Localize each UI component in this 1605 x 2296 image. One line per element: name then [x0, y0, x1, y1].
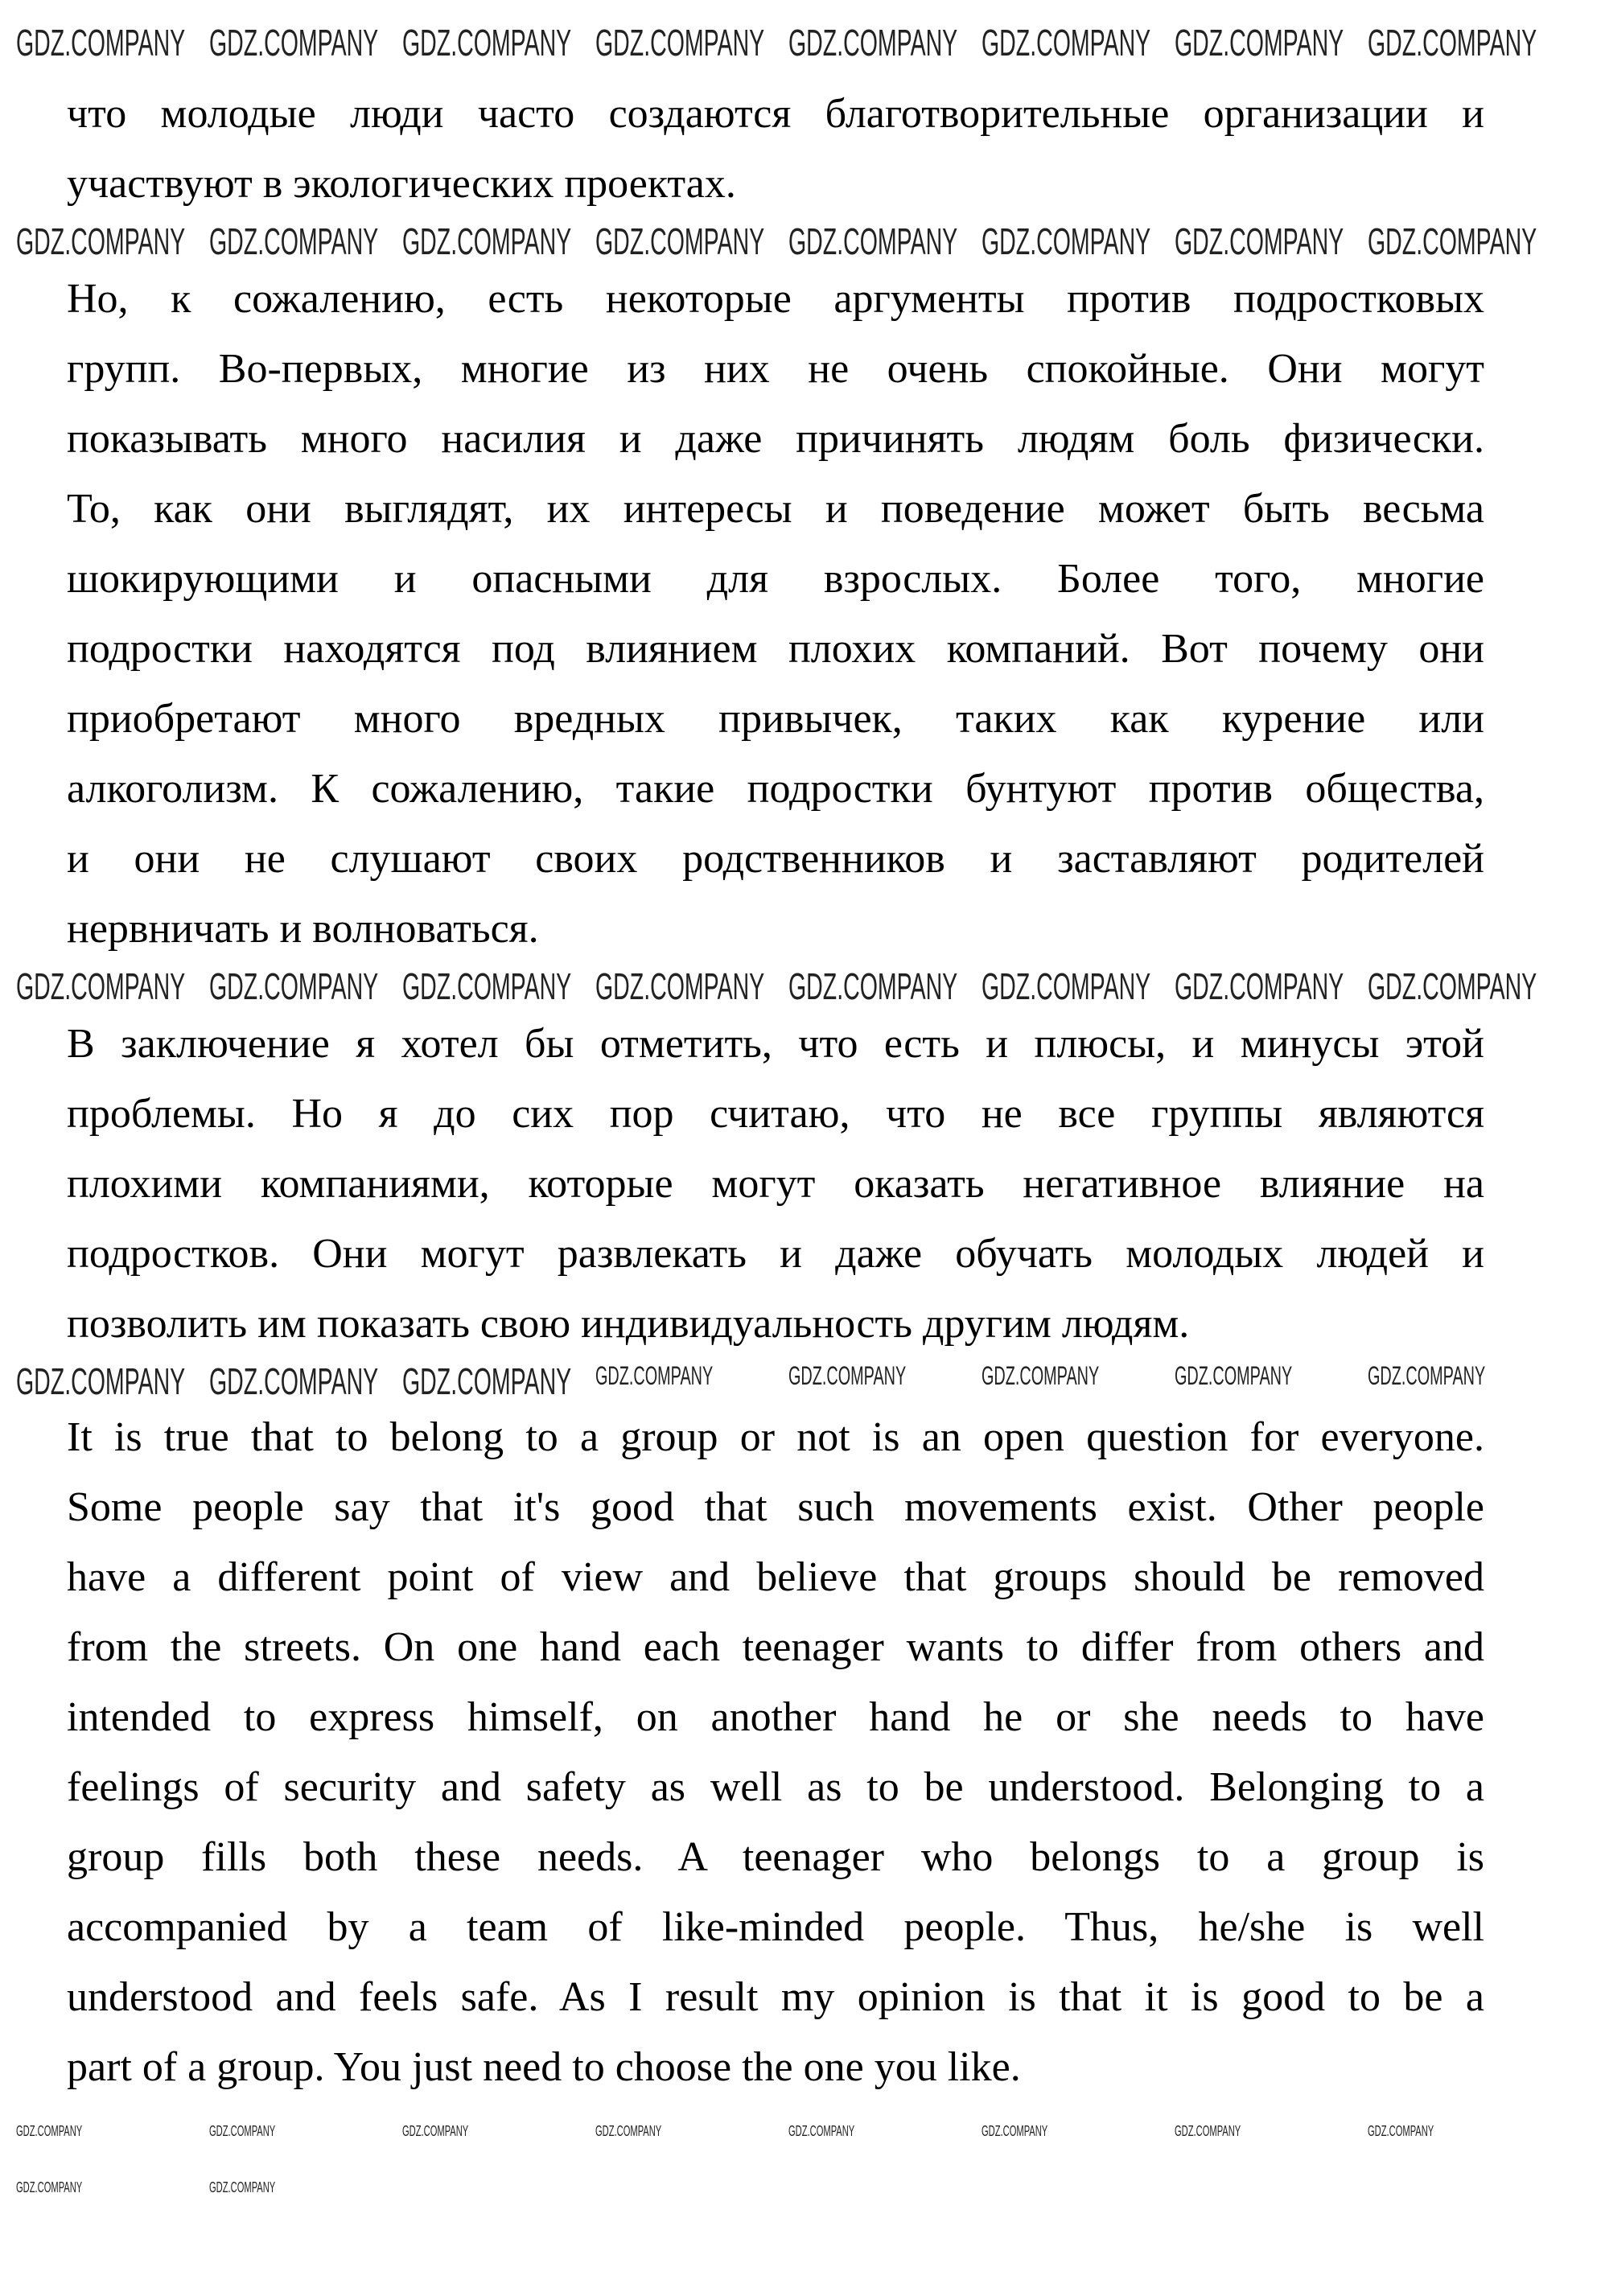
text-line: В заключение я хотел бы отметить, что есть и плюсы, и минусы этой: [67, 1021, 1484, 1067]
text-line: part of a group. You just need to choose the one you like.: [67, 2044, 1021, 2090]
text-line: group fills both these needs. A teenager who belongs to a group is: [67, 1834, 1484, 1880]
watermark: GDZ.COMPANY: [209, 22, 379, 64]
watermark: GDZ.COMPANY: [209, 965, 379, 1007]
watermark: GDZ.COMPANY: [402, 1360, 572, 1402]
watermark: GDZ.COMPANY: [16, 22, 186, 64]
watermark: GDZ.COMPANY: [402, 220, 572, 262]
watermark: GDZ.COMPANY: [16, 1360, 186, 1402]
watermark: GDZ.COMPANY: [788, 22, 958, 64]
watermark: GDZ.COMPANY: [16, 220, 186, 262]
text-line: позволить им показать свою индивидуальность другим людям.: [67, 1301, 1190, 1347]
text-line: алкоголизм. К сожалению, такие подростки бунтуют против общества,: [67, 766, 1484, 812]
watermark: GDZ.COMPANY: [595, 220, 765, 262]
text-line: accompanied by a team of like-minded people. Thus, he/she is well: [67, 1904, 1484, 1950]
text-line: что молодые люди часто создаются благотворительные организации и: [67, 91, 1484, 137]
paragraph-4: [67, 1402, 1484, 2102]
watermark: GDZ.COMPANY: [595, 965, 765, 1007]
watermark: GDZ.COMPANY: [788, 1361, 907, 1390]
paragraph-3: [67, 1009, 1484, 1359]
watermark: GDZ.COMPANY: [982, 965, 1151, 1007]
watermark: GDZ.COMPANY: [209, 1360, 379, 1402]
watermark: GDZ.COMPANY: [209, 2123, 276, 2139]
watermark: GDZ.COMPANY: [1368, 1361, 1486, 1390]
watermark: GDZ.COMPANY: [1368, 2123, 1434, 2139]
text-line: плохими компаниями, которые могут оказать негативное влияние на: [67, 1161, 1484, 1207]
watermark: GDZ.COMPANY: [1175, 965, 1344, 1007]
watermark: GDZ.COMPANY: [1368, 965, 1537, 1007]
watermark: GDZ.COMPANY: [1175, 2123, 1241, 2139]
watermark: GDZ.COMPANY: [402, 22, 572, 64]
text-line: Some people say that it's good that such movements exist. Other people: [67, 1484, 1484, 1530]
text-line: нервничать и волноваться.: [67, 906, 539, 952]
watermark: GDZ.COMPANY: [982, 22, 1151, 64]
watermark: GDZ.COMPANY: [595, 1361, 714, 1390]
watermark: GDZ.COMPANY: [16, 965, 186, 1007]
watermark: GDZ.COMPANY: [982, 1361, 1100, 1390]
text-line: from the streets. On one hand each teenager wants to differ from others and: [67, 1624, 1484, 1670]
watermark: GDZ.COMPANY: [16, 2179, 83, 2195]
watermark: GDZ.COMPANY: [982, 2123, 1048, 2139]
text-line: участвуют в экологических проектах.: [67, 161, 736, 207]
watermark: GDZ.COMPANY: [982, 220, 1151, 262]
watermark: GDZ.COMPANY: [16, 2123, 83, 2139]
text-line: have a different point of view and believe that groups should be removed: [67, 1554, 1484, 1600]
watermark: GDZ.COMPANY: [402, 965, 572, 1007]
text-line: Но, к сожалению, есть некоторые аргументы против подростковых: [67, 276, 1484, 322]
text-line: групп. Во-первых, многие из них не очень спокойные. Они могут: [67, 346, 1484, 392]
watermark: GDZ.COMPANY: [1368, 220, 1537, 262]
watermark: GDZ.COMPANY: [788, 220, 958, 262]
text-line: intended to express himself, on another hand he or she needs to have: [67, 1694, 1484, 1740]
watermark: GDZ.COMPANY: [209, 220, 379, 262]
text-line: проблемы. Но я до сих пор считаю, что не все группы являются: [67, 1091, 1484, 1137]
text-line: feelings of security and safety as well as to be understood. Belonging to a: [67, 1764, 1484, 1810]
watermark: GDZ.COMPANY: [1175, 22, 1344, 64]
text-line: показывать много насилия и даже причинять людям боль физически.: [67, 416, 1484, 462]
watermark: GDZ.COMPANY: [788, 2123, 855, 2139]
watermark: GDZ.COMPANY: [1175, 1361, 1293, 1390]
watermark: GDZ.COMPANY: [209, 2179, 276, 2195]
watermark: GDZ.COMPANY: [788, 965, 958, 1007]
paragraph-1: [67, 79, 1484, 219]
watermark: GDZ.COMPANY: [1368, 22, 1537, 64]
text-line: шокирующими и опасными для взрослых. Более того, многие: [67, 556, 1484, 602]
text-line: подростки находятся под влиянием плохих компаний. Вот почему они: [67, 626, 1484, 672]
text-line: То, как они выглядят, их интересы и поведение может быть весьма: [67, 486, 1484, 532]
watermark: GDZ.COMPANY: [1175, 220, 1344, 262]
watermark: GDZ.COMPANY: [595, 2123, 662, 2139]
text-line: приобретают много вредных привычек, таких как курение или: [67, 696, 1484, 742]
text-line: подростков. Они могут развлекать и даже обучать молодых людей и: [67, 1231, 1484, 1277]
text-line: и они не слушают своих родственников и заставляют родителей: [67, 836, 1484, 882]
paragraph-2: [67, 264, 1484, 964]
watermark: GDZ.COMPANY: [402, 2123, 469, 2139]
watermark: GDZ.COMPANY: [595, 22, 765, 64]
text-line: It is true that to belong to a group or not is an open question for everyone.: [67, 1414, 1484, 1460]
text-line: understood and feels safe. As I result my opinion is that it is good to be a: [67, 1974, 1484, 2020]
